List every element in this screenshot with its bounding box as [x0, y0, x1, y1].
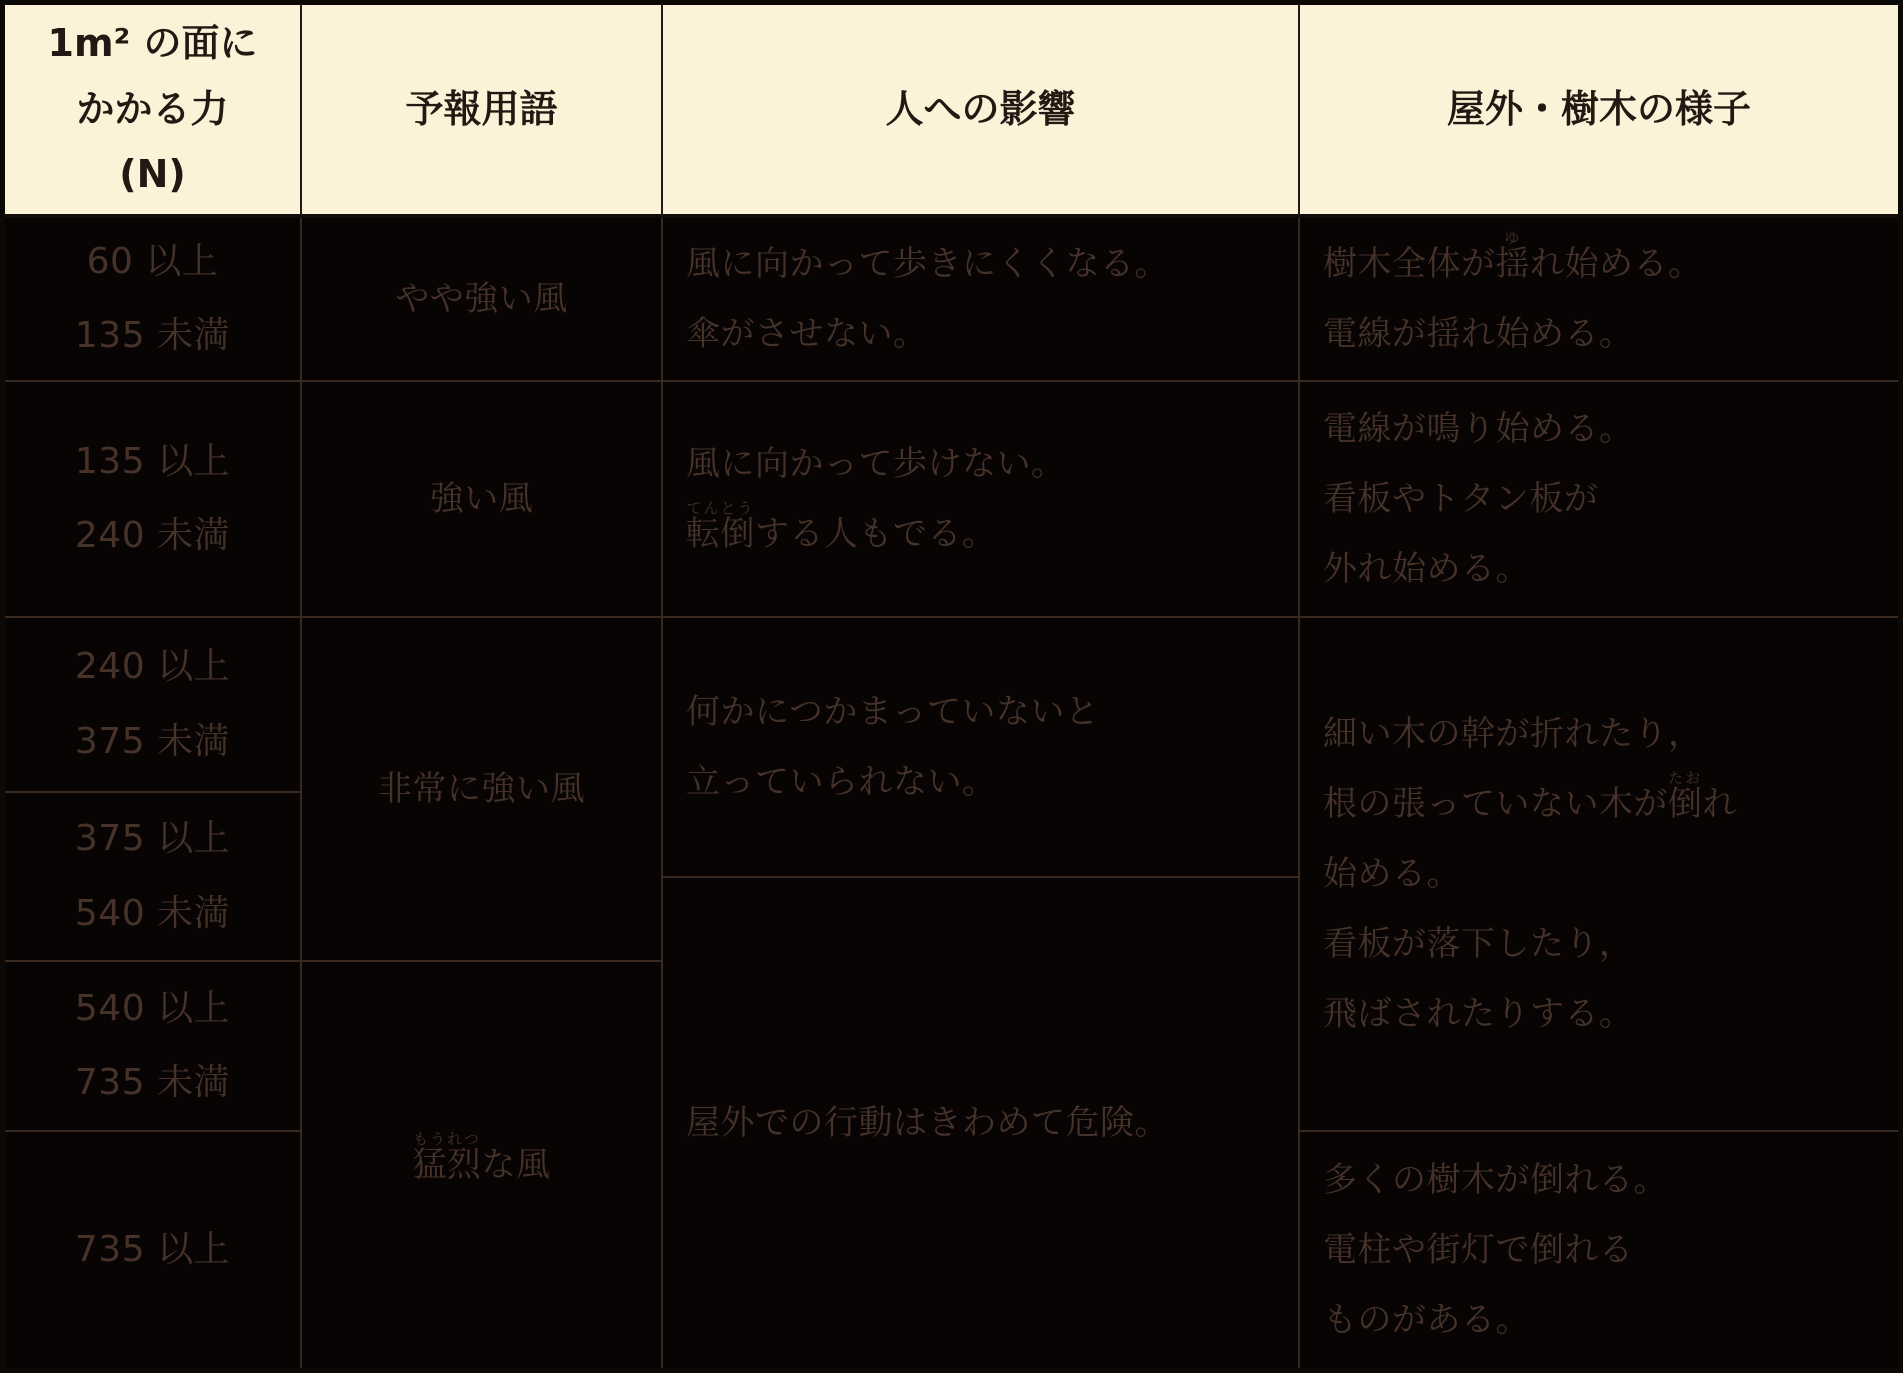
text-line: 樹木全体が揺ゆれ始める。	[1323, 228, 1703, 284]
people-impact-cell	[663, 618, 1300, 878]
outdoor-trees-cell	[1300, 382, 1898, 618]
header-cell-term	[302, 5, 663, 218]
text-line: 看板が落下したり，	[1323, 924, 1634, 965]
column-people-impact	[663, 5, 1300, 1368]
text-line: 375 未満	[74, 720, 231, 762]
text-line: 1m² の面に	[47, 21, 258, 66]
forecast-term-cell	[302, 618, 663, 962]
text-line: 電線が鳴り始める。	[1323, 408, 1634, 449]
text-line: 60 以上	[86, 240, 219, 282]
text-line: 240 未満	[74, 515, 231, 556]
header-cell-force	[5, 5, 302, 218]
text-line: やや強い風	[395, 278, 568, 319]
column-forecast-term	[302, 5, 663, 1368]
text-line: 根の張っていない木が倒たおれ	[1323, 768, 1737, 824]
text-line: 何かにつかまっていないと	[686, 691, 1100, 732]
text-line: 非常に強い風	[378, 768, 585, 809]
text-line: 多くの樹木が倒れる。	[1323, 1159, 1668, 1200]
force-range-cell	[5, 1132, 302, 1368]
text-line: 屋外・樹木の様子	[1446, 86, 1751, 131]
text-line: 735 未満	[74, 1062, 231, 1103]
text-line: 猛烈もうれつな風	[412, 1129, 551, 1185]
text-line: 細い木の幹が折れたり，	[1323, 713, 1703, 754]
text-line: 屋外での行動はきわめて危険。	[686, 1102, 1169, 1143]
text-line: (N)	[119, 152, 186, 197]
text-line: 240 以上	[74, 646, 231, 688]
text-line: 強い風	[429, 478, 534, 519]
text-line: 375 以上	[74, 818, 231, 860]
text-line: 転倒てんとうする人もでる。	[686, 499, 997, 554]
header-cell-outdoor	[1300, 5, 1898, 218]
forecast-term-cell	[302, 218, 663, 382]
text-line: かかる力	[76, 86, 229, 131]
force-range-cell	[5, 962, 302, 1132]
text-line: 看板やトタン板が	[1323, 478, 1599, 519]
forecast-term-cell	[302, 962, 663, 1368]
text-line: 始める。	[1323, 853, 1461, 894]
people-impact-cell	[663, 382, 1300, 618]
text-line: 傘がさせない。	[686, 314, 928, 354]
outdoor-trees-cell	[1300, 618, 1898, 1132]
column-force	[5, 5, 302, 1368]
text-line: 135 未満	[74, 315, 231, 356]
text-line: 立っていられない。	[686, 762, 997, 802]
force-range-cell	[5, 793, 302, 962]
text-line: 人への影響	[885, 86, 1076, 131]
forecast-term-cell	[302, 382, 663, 618]
column-outdoor-trees	[1300, 5, 1898, 1368]
outdoor-trees-cell	[1300, 1132, 1898, 1368]
text-line: 風に向かって歩きにくくなる。	[686, 243, 1169, 284]
text-line: 飛ばされたりする。	[1323, 994, 1634, 1035]
text-line: 外れ始める。	[1323, 549, 1530, 590]
text-line: 電線が揺れ始める。	[1323, 314, 1634, 354]
text-line: 540 未満	[74, 892, 231, 934]
text-line: 135 以上	[74, 440, 231, 482]
header-cell-people	[663, 5, 1300, 218]
text-line: 540 以上	[74, 987, 231, 1029]
text-line: 予報用語	[405, 86, 558, 131]
text-line: 電柱や街灯で倒れる	[1323, 1229, 1634, 1270]
force-range-cell	[5, 382, 302, 618]
text-line: 風に向かって歩けない。	[686, 443, 1066, 484]
outdoor-trees-cell	[1300, 218, 1898, 382]
people-impact-cell	[663, 878, 1300, 1368]
text-line: ものがある。	[1323, 1300, 1530, 1341]
people-impact-cell	[663, 218, 1300, 382]
force-range-cell	[5, 618, 302, 793]
text-line: 735 以上	[74, 1228, 231, 1270]
force-range-cell	[5, 218, 302, 382]
